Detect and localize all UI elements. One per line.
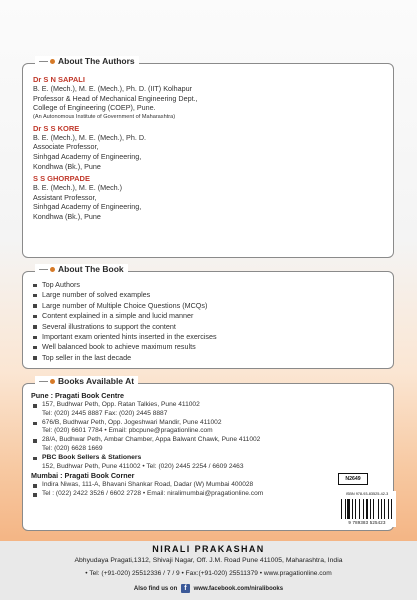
- book-points-list: [31, 280, 381, 363]
- author-line: Kondhwa (Bk.), Pune: [33, 211, 101, 221]
- barcode-bar: [341, 499, 342, 519]
- barcode-bar: [352, 499, 354, 519]
- title-dash: [39, 61, 48, 62]
- publisher-footer: [0, 541, 417, 600]
- title-dash: [39, 381, 48, 382]
- author-block: [33, 75, 383, 121]
- author-line: B. E. (Mech.), M. E. (Mech.), Ph. D. (IIT) Kolhapur: [33, 84, 192, 93]
- contact-line: Tel: (020) 2445 8887 Fax: (020) 2445 8887: [42, 409, 168, 417]
- barcode-bar: [366, 499, 368, 519]
- isbn-label: ISBN 978-93-83525-42-3: [345, 492, 389, 496]
- author-line: Assistant Professor,: [33, 192, 97, 202]
- contact-entry: [31, 490, 331, 499]
- authors-panel: [22, 56, 394, 258]
- find-us-label: Also find us on: [133, 586, 178, 593]
- barcode-bar: [381, 499, 382, 519]
- title-bullet-icon: [50, 379, 55, 384]
- author-line: Associate Professor,: [33, 142, 99, 152]
- barcode-bar: [384, 499, 385, 519]
- publisher-contact: • Tel: (+91-020) 25512336 / 7 / 9 • Fax:(+91-020) 25511379 • www.pragationline.com: [85, 570, 332, 577]
- contact-line: Tel: (020) 6628 1669: [42, 444, 103, 452]
- pbc-heading: PBC Book Sellers & Stationers: [42, 453, 142, 461]
- author-line: B. E. (Mech.), M. E. (Mech.), Ph. D.: [33, 132, 147, 142]
- barcode-digits: 9 789383 525423: [348, 520, 386, 525]
- list-item: Well balanced book to achieve maximum results: [31, 342, 381, 352]
- author-line: Kondhwa (Bk.), Pune: [33, 161, 101, 171]
- availability-panel-title: Books Available At: [35, 376, 138, 386]
- contact-line: Tel: (020) 6601 7784 • Email: pbcpune@pragationline.com: [42, 427, 213, 435]
- list-item: Large number of Multiple Choice Questions (MCQs): [31, 301, 381, 311]
- author-name: Dr S S KORE: [33, 123, 80, 133]
- pbc-line: 152, Budhwar Peth, Pune 411002 • Tel: (020) 2445 2254 / 6609 2463: [42, 462, 244, 470]
- address-line: 157, Budhwar Peth, Opp. Ratan Talkies, Pune 411002: [42, 401, 200, 408]
- list-item: Large number of solved examples: [31, 290, 381, 300]
- publisher-address: Abhyudaya Pragati,1312, Shivaji Nagar, Off. J.M. Road Pune 411005, Maharashtra, India: [74, 557, 343, 564]
- list-item: Several illustrations to support the content: [31, 322, 381, 332]
- pune-heading: Pune : Pragati Book Centre: [31, 391, 125, 400]
- author-line: College of Engineering (COEP), Pune.: [33, 103, 156, 113]
- barcode-bar: [345, 499, 346, 519]
- address-entry: [31, 401, 331, 419]
- authors-panel-title: About The Authors: [35, 56, 139, 66]
- book-panel-title: About The Book: [35, 264, 128, 274]
- isbn-barcode: [338, 491, 396, 527]
- author-block: [33, 124, 383, 171]
- author-line: Sinhgad Academy of Engineering,: [33, 151, 142, 161]
- address-entry: [31, 436, 331, 454]
- barcode-bar: [370, 499, 372, 519]
- facebook-link[interactable]: www.facebook.com/niralibooks: [193, 586, 284, 593]
- author-line: B. E. (Mech.), M. E. (Mech.): [33, 183, 123, 193]
- list-item: Top seller in the last decade: [31, 353, 381, 363]
- pbc-entry: [31, 454, 331, 472]
- book-code-box: N2649: [338, 473, 368, 485]
- barcode-bar: [347, 499, 349, 519]
- barcode-bar: [363, 499, 364, 519]
- barcode-bar: [391, 499, 392, 519]
- publisher-name: NIRALI PRAKASHAN: [152, 544, 265, 554]
- list-item: Content explained in a simple and lucid manner: [31, 311, 381, 321]
- barcode-bar: [359, 499, 360, 519]
- address-entry: [31, 419, 331, 437]
- author-block: [33, 174, 383, 221]
- address-line: Indira Niwas, 111-A, Bhavani Shankar Road, Dadar (W) Mumbai 400028: [42, 481, 254, 489]
- barcode-bar: [373, 499, 374, 519]
- find-us-line: [0, 584, 417, 593]
- author-line: Sinhgad Academy of Engineering,: [33, 202, 142, 212]
- address-line: 28/A, Budhwar Peth, Ambar Chamber, Appa Balwant Chawk, Pune 411002: [42, 436, 261, 444]
- title-dash: [39, 269, 48, 270]
- contact-line: Tel : (022) 2422 3526 / 6602 2728 • Email: niralimumbai@pragationline.com: [42, 490, 264, 498]
- mumbai-heading: Mumbai : Pragati Book Corner: [31, 471, 135, 481]
- barcode-bar: [355, 499, 356, 519]
- address-entry: [31, 481, 331, 490]
- author-name: S S GHORPADE: [33, 174, 90, 184]
- book-panel: [22, 264, 394, 369]
- list-item: Top Authors: [31, 280, 381, 290]
- author-name: Dr S N SAPALI: [33, 75, 85, 84]
- barcode-bar: [378, 499, 379, 519]
- address-line: 676/B, Budhwar Peth, Opp. Jogeshwari Mandir, Pune 411002: [42, 418, 222, 426]
- author-note: (An Autonomous Institute of Government of Maharashtra): [33, 113, 176, 120]
- facebook-icon[interactable]: f: [181, 584, 190, 593]
- barcode-bar: [388, 499, 390, 519]
- title-bullet-icon: [50, 267, 55, 272]
- author-line: Professor & Head of Mechanical Engineering Dept.,: [33, 93, 198, 103]
- barcode-bars: [341, 499, 393, 519]
- list-item: Important exam oriented hints inserted in the exercises: [31, 332, 381, 342]
- title-bullet-icon: [50, 59, 55, 64]
